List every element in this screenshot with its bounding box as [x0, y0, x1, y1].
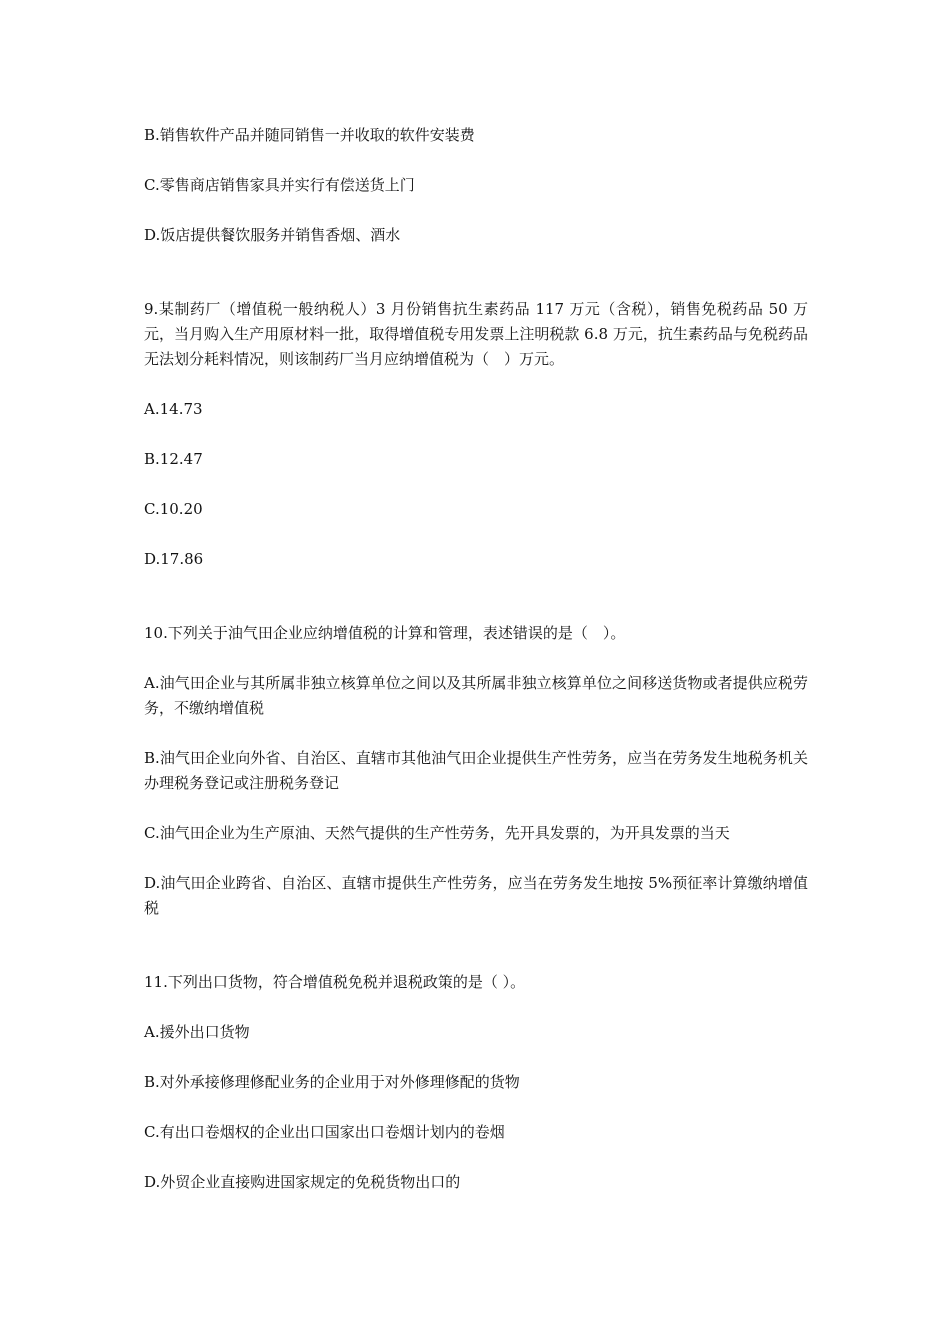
question-10-option-b: B.油气田企业向外省、自治区、直辖市其他油气田企业提供生产性劳务，应当在劳务发生地税务机关办理税务登记或注册税务登记 [144, 749, 808, 792]
question-9-option-a: A.14.73 [144, 400, 203, 418]
question-11-stem: 11.下列出口货物，符合增值税免税并退税政策的是（ ）。 [144, 973, 526, 991]
question-9-option-d: D.17.86 [144, 550, 204, 568]
question-11-option-a: A.援外出口货物 [144, 1023, 250, 1041]
question-9-option-c: C.10.20 [144, 500, 203, 518]
question-11-option-c: C.有出口卷烟权的企业出口国家出口卷烟计划内的卷烟 [144, 1123, 505, 1141]
question-11-option-d: D.外贸企业直接购进国家规定的免税货物出口的 [144, 1173, 461, 1191]
option-d-prev: D.饭店提供餐饮服务并销售香烟、酒水 [144, 226, 401, 244]
option-b-prev: B.销售软件产品并随同销售一并收取的软件安装费 [144, 126, 475, 144]
question-9-stem: 9.某制药厂（增值税一般纳税人）3 月份销售抗生素药品 117 万元（含税），销售免税药品 50 万元，当月购入生产用原材料一批，取得增值税专用发票上注明税款 6.8 万元，抗生素药品与免税药品无法划分耗料情况，则该制药厂当月应纳增值税为（ ）万元。 [144, 300, 808, 368]
question-10-option-c: C.油气田企业为生产原油、天然气提供的生产性劳务，先开具发票的，为开具发票的当天 [144, 824, 730, 842]
question-9-option-b: B.12.47 [144, 450, 203, 468]
option-c-prev: C.零售商店销售家具并实行有偿送货上门 [144, 176, 415, 194]
question-11-option-b: B.对外承接修理修配业务的企业用于对外修理修配的货物 [144, 1073, 520, 1091]
question-10-stem: 10.下列关于油气田企业应纳增值税的计算和管理，表述错误的是（ ）。 [144, 624, 626, 642]
question-10-option-d: D.油气田企业跨省、自治区、直辖市提供生产性劳务，应当在劳务发生地按 5%预征率计算缴纳增值税 [144, 874, 808, 917]
question-10-option-a: A.油气田企业与其所属非独立核算单位之间以及其所属非独立核算单位之间移送货物或者提供应税劳务，不缴纳增值税 [144, 674, 808, 717]
